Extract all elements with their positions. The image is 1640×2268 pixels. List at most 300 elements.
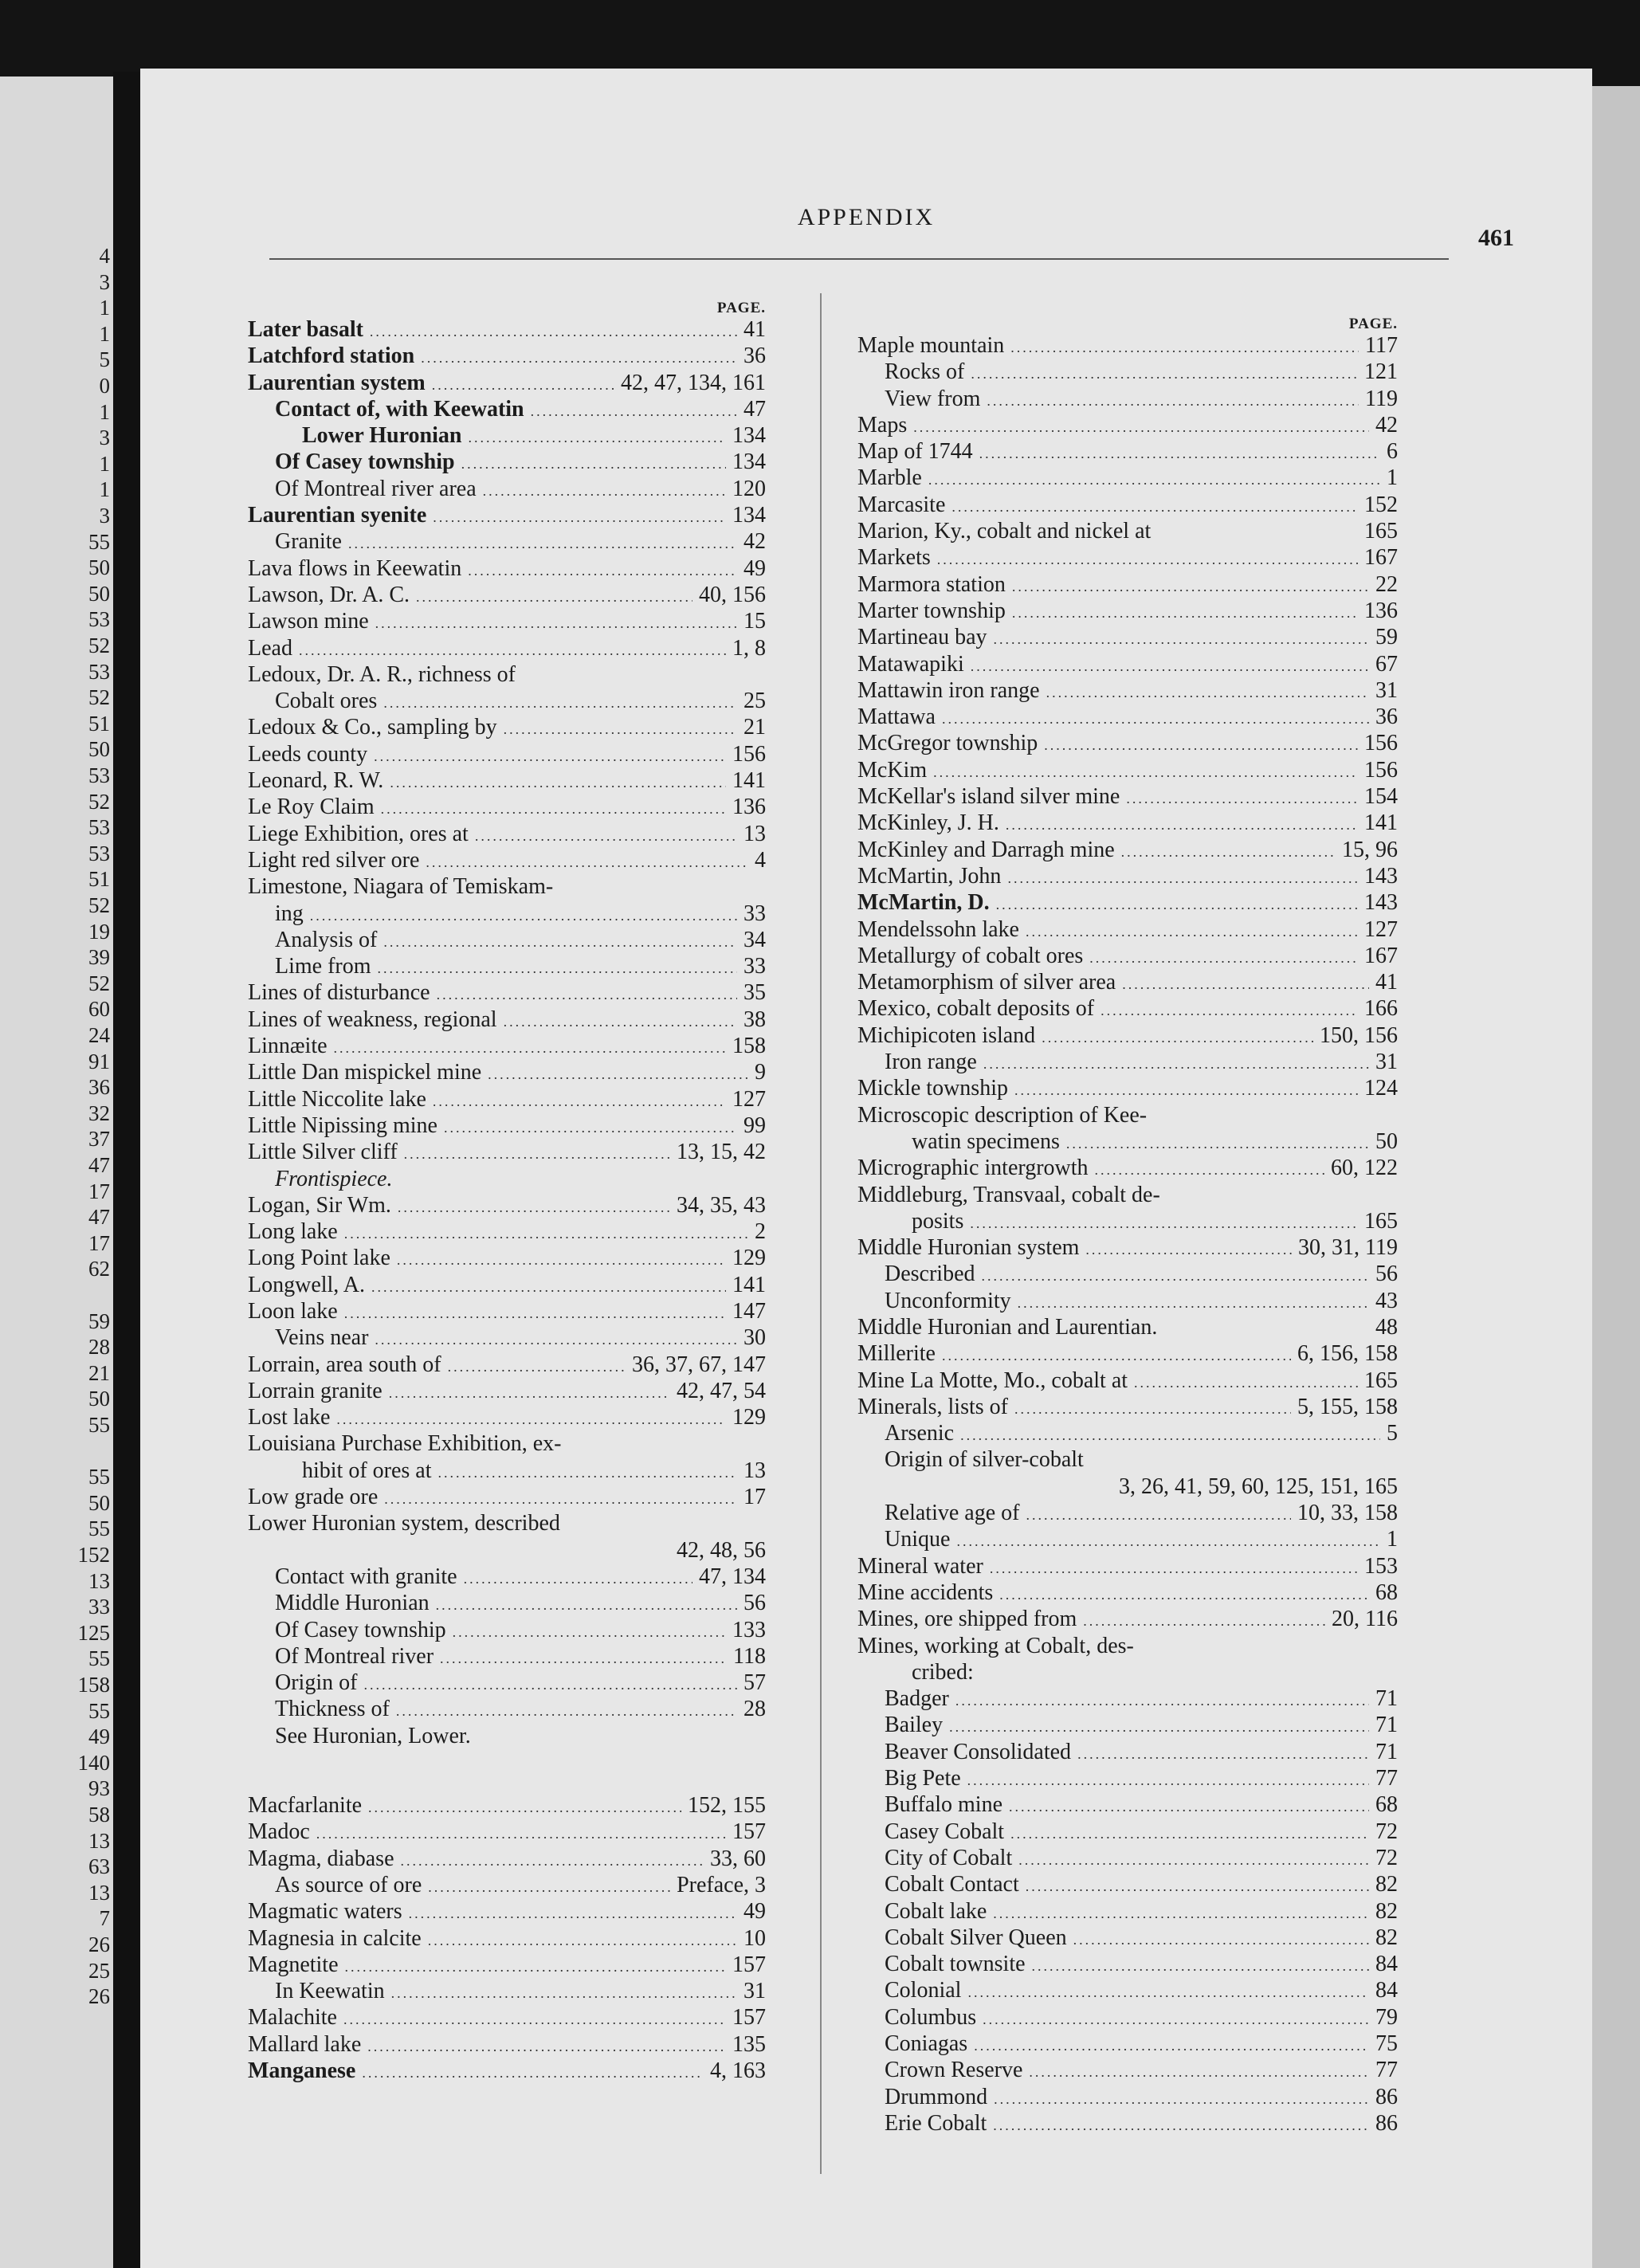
index-entry	[248, 1087, 766, 1113]
index-entry	[248, 1618, 766, 1644]
entry-pages: 167	[1364, 943, 1398, 968]
entry-pages: 42, 47, 54	[677, 1378, 766, 1403]
entry-term: Mattawa	[857, 704, 936, 730]
entry-term: Little Nipissing mine	[248, 1112, 437, 1138]
entry-term: Little Silver cliff	[248, 1140, 398, 1165]
entry-term: Cobalt lake	[885, 1898, 987, 1924]
entry-term: posits	[912, 1208, 964, 1234]
index-entry	[248, 874, 766, 901]
entry-pages: 28	[743, 1697, 766, 1722]
entry-term: watin specimens	[912, 1128, 1060, 1154]
leader-dots	[453, 1624, 726, 1641]
index-entry	[248, 1167, 766, 1193]
entry-term: Mallard lake	[248, 2031, 362, 2057]
entry-term: Middle Huronian	[275, 1591, 430, 1616]
entry-term: Mines, working at Cobalt, des-	[857, 1633, 1134, 1658]
index-entry	[248, 742, 766, 768]
previous-page-number-fragment: 55	[88, 1465, 110, 1489]
entry-term: Of Casey township	[275, 1617, 446, 1642]
index-entry	[857, 572, 1398, 598]
index-entry	[857, 810, 1398, 837]
entry-term: See Huronian, Lower.	[275, 1723, 471, 1748]
entry-term: Lower Huronian	[302, 423, 462, 449]
previous-page-number-fragment: 59	[88, 1309, 110, 1333]
entry-term: Middleburg, Transvaal, cobalt de-	[857, 1182, 1160, 1207]
index-entry	[248, 529, 766, 555]
index-entry	[248, 1193, 766, 1219]
leader-dots	[1042, 1030, 1313, 1046]
index-entry	[248, 449, 766, 476]
entry-pages: 17	[743, 1485, 766, 1510]
index-entry	[248, 1034, 766, 1060]
index-entry	[248, 1979, 766, 2005]
leader-dots	[1032, 1958, 1369, 1975]
entry-pages: 71	[1375, 1739, 1398, 1764]
previous-page-number-fragment: 53	[88, 841, 110, 865]
index-entry	[857, 758, 1398, 784]
entry-pages: 13, 15, 42	[677, 1140, 766, 1165]
entry-pages: 10, 33, 158	[1297, 1501, 1398, 1526]
previous-page-number-fragment: 51	[88, 867, 110, 892]
previous-page-number-fragment: 1	[99, 451, 110, 476]
index-entry	[857, 387, 1398, 413]
previous-page-number-fragment: 62	[88, 1257, 110, 1281]
leader-dots	[416, 589, 692, 606]
index-entry	[248, 848, 766, 874]
index-entry	[857, 1792, 1398, 1819]
leader-dots	[974, 2038, 1369, 2054]
entry-term: Liege Exhibition, ores at	[248, 821, 469, 846]
previous-page-number-fragment: 52	[88, 685, 110, 710]
previous-page-number-fragment: 1	[99, 399, 110, 424]
entry-term: Lines of disturbance	[248, 980, 430, 1006]
index-entry	[857, 1023, 1398, 1050]
index-entry	[857, 359, 1398, 386]
leader-dots	[421, 350, 737, 367]
index-entry	[857, 1076, 1398, 1102]
index-entry	[248, 2005, 766, 2031]
leader-dots	[983, 2011, 1369, 2028]
leader-dots	[1026, 924, 1358, 940]
entry-term: Magnetite	[248, 1952, 339, 1977]
previous-page-number-fragment: 24	[88, 1023, 110, 1047]
index-entry	[857, 492, 1398, 519]
index-entry	[248, 1458, 766, 1485]
index-entry	[248, 1325, 766, 1352]
entry-term: Laurentian syenite	[248, 503, 427, 528]
previous-page-number-fragment: 13	[88, 1828, 110, 1853]
entry-term: Relative age of	[885, 1501, 1020, 1526]
entry-pages: 84	[1375, 1978, 1398, 2003]
previous-page-number-fragment: 152	[77, 1543, 110, 1567]
entry-term: Marmora station	[857, 571, 1006, 597]
index-entry	[248, 1952, 766, 1979]
leader-dots	[468, 430, 726, 446]
entry-pages: 136	[732, 795, 766, 820]
entry-term: Ledoux & Co., sampling by	[248, 715, 497, 740]
leader-dots	[461, 456, 726, 473]
entry-pages: 35	[743, 980, 766, 1006]
index-entry	[857, 1315, 1398, 1341]
entry-term: Michipicoten island	[857, 1022, 1036, 1048]
entry-pages: 50	[1375, 1128, 1398, 1154]
index-entry	[857, 1952, 1398, 1978]
previous-page-number-fragment: 33	[88, 1595, 110, 1619]
entry-pages: 38	[743, 1006, 766, 1032]
index-entry	[857, 1686, 1398, 1713]
leader-dots	[942, 1348, 1291, 1364]
entry-term: Origin of	[275, 1670, 358, 1696]
entry-term: Columbus	[885, 2004, 977, 2030]
leader-dots	[1009, 1799, 1369, 1815]
index-entry	[248, 1485, 766, 1511]
entry-pages: 118	[733, 1643, 766, 1669]
entry-pages: 72	[1375, 1819, 1398, 1844]
index-entry	[857, 1580, 1398, 1607]
entry-term: Marble	[857, 465, 922, 491]
entry-term: Lorrain granite	[248, 1378, 383, 1403]
entry-term: Marion, Ky., cobalt and nickel at	[857, 519, 1152, 544]
index-entry	[248, 1899, 766, 1925]
entry-term: Unconformity	[885, 1288, 1011, 1313]
entry-term: Lead	[248, 635, 292, 661]
entry-term: Mendelssohn lake	[857, 916, 1019, 942]
entry-term: Cobalt Contact	[885, 1872, 1019, 1897]
leader-dots	[983, 1056, 1369, 1073]
index-entry	[857, 1740, 1398, 1766]
previous-page-number-fragment: 55	[88, 1413, 110, 1437]
index-entry	[857, 1050, 1398, 1076]
entry-term: Magnesia in calcite	[248, 1925, 422, 1951]
leader-dots	[942, 711, 1369, 728]
page-column-label: PAGE.	[1348, 316, 1398, 332]
index-entry	[248, 1670, 766, 1697]
leader-dots	[951, 499, 1358, 516]
index-entry	[248, 662, 766, 689]
previous-page-number-fragment: 55	[88, 1698, 110, 1723]
index-entry	[857, 1474, 1398, 1501]
entry-term: Maple mountain	[857, 333, 1005, 358]
leader-dots	[504, 1014, 737, 1030]
leader-dots	[336, 1411, 726, 1428]
section-gap	[248, 1750, 766, 1793]
previous-page-number-fragment: 28	[88, 1335, 110, 1360]
index-entry	[248, 1352, 766, 1379]
index-entry	[248, 1140, 766, 1166]
entry-term: Leonard, R. W.	[248, 768, 384, 794]
entry-term: Longwell, A.	[248, 1272, 365, 1297]
index-entry	[248, 636, 766, 662]
index-entry	[857, 1713, 1398, 1739]
leader-dots	[440, 1650, 727, 1667]
entry-term: Logan, Sir Wm.	[248, 1192, 391, 1218]
previous-page-number-fragment: 3	[99, 504, 110, 528]
entry-term: Contact with granite	[275, 1564, 457, 1589]
leader-dots	[1018, 1852, 1369, 1869]
entry-pages: 15, 96	[1342, 837, 1398, 862]
index-entry	[857, 333, 1398, 359]
entry-pages: 82	[1375, 1898, 1398, 1924]
leader-dots	[299, 642, 726, 659]
entry-term: Buffalo mine	[885, 1792, 1003, 1818]
index-entry	[248, 1846, 766, 1873]
index-entry	[857, 1978, 1398, 2004]
leader-dots	[1010, 1826, 1369, 1842]
index-entry	[248, 1273, 766, 1299]
leader-dots	[433, 1093, 726, 1110]
leader-dots	[1046, 685, 1369, 701]
entry-term: Thickness of	[275, 1697, 390, 1722]
book-page	[140, 69, 1592, 2268]
previous-page-number-fragment: 47	[88, 1205, 110, 1230]
entry-pages: 36	[1375, 704, 1398, 730]
entry-pages: 152	[1364, 492, 1398, 517]
entry-term: Minerals, lists of	[857, 1394, 1008, 1419]
previous-page-number-fragment: 63	[88, 1854, 110, 1879]
leader-dots	[370, 324, 737, 340]
entry-term: Mine La Motte, Mo., cobalt at	[857, 1367, 1128, 1393]
entry-pages: 167	[1364, 545, 1398, 571]
leader-dots	[348, 536, 737, 552]
index-entry	[857, 890, 1398, 916]
leader-dots	[438, 1465, 737, 1481]
index-entry	[857, 1447, 1398, 1473]
entry-term: Long lake	[248, 1219, 338, 1245]
previous-page-number-fragment: 51	[88, 711, 110, 736]
page-column-label: PAGE.	[716, 300, 766, 316]
index-entry	[248, 795, 766, 821]
leader-dots	[1012, 579, 1369, 595]
leader-dots	[1122, 976, 1369, 993]
entry-term: Rocks of	[885, 359, 965, 385]
entry-pages: 143	[1364, 890, 1398, 916]
index-entry	[248, 397, 766, 423]
previous-page-number-fragment: 55	[88, 1517, 110, 1541]
entry-term: Mickle township	[857, 1076, 1008, 1101]
previous-page-number-fragment: 26	[88, 1984, 110, 2009]
entry-term: Le Roy Claim	[248, 795, 375, 820]
index-entry	[857, 1607, 1398, 1633]
entry-pages: 84	[1375, 1952, 1398, 1977]
leader-dots	[367, 2038, 726, 2055]
entry-pages: 57	[743, 1670, 766, 1696]
index-entry	[248, 1405, 766, 1431]
index-entry	[248, 928, 766, 954]
entry-term: Magma, diabase	[248, 1846, 394, 1871]
index-entry	[857, 996, 1398, 1022]
entry-pages: 1, 8	[732, 635, 766, 661]
leader-dots	[1101, 1003, 1358, 1019]
entry-pages: 141	[732, 1272, 766, 1297]
index-entry	[857, 1925, 1398, 1952]
leader-dots	[1121, 844, 1336, 861]
entry-pages: 71	[1375, 1686, 1398, 1712]
page-number: 461	[1478, 225, 1514, 251]
previous-page-number-fragment: 25	[88, 1958, 110, 1983]
entry-pages: 150, 156	[1320, 1022, 1398, 1048]
previous-page-number-fragment: 158	[77, 1673, 110, 1697]
index-entry	[857, 784, 1398, 810]
index-entry	[857, 2085, 1398, 2111]
leader-dots	[971, 366, 1358, 383]
leader-dots	[368, 1799, 681, 1816]
entry-term: Drummond	[885, 2084, 988, 2109]
entry-pages: 43	[1375, 1288, 1398, 1313]
entry-term: Light red silver ore	[248, 847, 420, 873]
leader-dots	[374, 748, 726, 765]
index-entry	[857, 2005, 1398, 2031]
leader-dots	[381, 801, 726, 818]
previous-page-number-fragment: 39	[88, 945, 110, 970]
entry-term: Mexico, cobalt deposits of	[857, 996, 1095, 1022]
index-entry	[857, 1368, 1398, 1395]
entry-term: Bailey	[885, 1713, 944, 1738]
leader-dots	[391, 1985, 737, 2002]
entry-pages: 49	[743, 1899, 766, 1925]
entry-term: Big Pete	[885, 1766, 961, 1791]
leader-dots	[996, 897, 1358, 913]
leader-dots	[1026, 1878, 1369, 1895]
leader-dots	[396, 1703, 737, 1720]
previous-page-number-fragment: 1	[99, 321, 110, 346]
index-entry	[248, 343, 766, 370]
entry-term: Marter township	[857, 598, 1006, 623]
leader-dots	[1018, 1295, 1369, 1312]
leader-dots	[362, 2065, 704, 2082]
index-entry	[248, 1793, 766, 1819]
index-entry	[248, 689, 766, 715]
index-entry	[248, 954, 766, 980]
entry-term: Described	[885, 1262, 975, 1287]
entry-term: Malachite	[248, 2005, 337, 2031]
leader-dots	[933, 764, 1358, 781]
entry-pages: Preface, 3	[677, 1872, 766, 1897]
leader-dots	[531, 403, 737, 420]
entry-pages: 36, 37, 67, 147	[632, 1352, 766, 1377]
previous-page-number-fragment: 53	[88, 763, 110, 787]
leader-dots	[1010, 339, 1359, 356]
entry-pages: 6	[1387, 439, 1398, 465]
entry-pages: 49	[743, 555, 766, 581]
entry-pages: 33, 60	[710, 1846, 766, 1871]
entry-pages: 4	[755, 847, 766, 873]
previous-page-number-fragment: 17	[88, 1230, 110, 1255]
leader-dots	[375, 615, 737, 632]
index-column-left	[248, 300, 766, 2085]
index-entry	[857, 1341, 1398, 1367]
index-entry	[248, 423, 766, 449]
previous-page-number-fragment: 125	[77, 1620, 110, 1645]
leader-dots	[1083, 1613, 1325, 1630]
previous-page-number-fragment: 26	[88, 1933, 110, 1956]
leader-dots	[1006, 817, 1358, 834]
entry-term: Limestone, Niagara of Temiskam-	[248, 874, 554, 900]
index-entry	[248, 1724, 766, 1750]
entry-pages: 10	[743, 1925, 766, 1951]
leader-dots	[468, 563, 737, 579]
previous-page-number-fragment: 13	[88, 1880, 110, 1905]
entry-term: Lawson mine	[248, 609, 369, 634]
previous-page-number-fragment: 50	[88, 1490, 110, 1515]
previous-page-number-fragment: 50	[88, 1387, 110, 1411]
previous-page-number-fragment: 50	[88, 737, 110, 762]
entry-term: View from	[885, 386, 981, 411]
entry-pages: 119	[1365, 386, 1398, 411]
previous-page-number-fragment: 1	[99, 296, 110, 320]
entry-pages: 6, 156, 158	[1297, 1341, 1398, 1367]
entry-pages: 9	[755, 1060, 766, 1085]
entry-term: Manganese	[248, 2058, 356, 2083]
entry-pages: 77	[1375, 1766, 1398, 1791]
entry-term: Micrographic intergrowth	[857, 1156, 1089, 1181]
index-entry	[857, 1209, 1398, 1235]
entry-pages: 41	[1375, 970, 1398, 995]
previous-page-number-fragment: 58	[88, 1803, 110, 1827]
index-entry	[857, 652, 1398, 678]
index-entry	[248, 317, 766, 343]
entry-term: Contact of, with Keewatin	[275, 396, 524, 422]
entry-pages: 33	[743, 954, 766, 979]
entry-term: Crown Reserve	[885, 2058, 1023, 2083]
leader-dots	[994, 2091, 1369, 2108]
leader-dots	[334, 1040, 726, 1057]
entry-term: Latchford station	[248, 343, 415, 369]
entry-term: Lines of weakness, regional	[248, 1006, 497, 1032]
leader-dots	[409, 1905, 737, 1922]
index-entry	[248, 556, 766, 583]
entry-pages: 5, 155, 158	[1297, 1394, 1398, 1419]
leader-dots	[928, 472, 1380, 489]
entry-pages: 42	[1375, 412, 1398, 438]
entry-term: Leeds county	[248, 741, 368, 767]
entry-pages: 154	[1364, 784, 1398, 810]
entry-term: Lower Huronian system, described	[248, 1511, 560, 1536]
header-rule	[269, 258, 1449, 260]
index-entry	[857, 1289, 1398, 1315]
leader-dots	[1126, 791, 1358, 807]
entry-term: Badger	[885, 1686, 949, 1712]
index-column-right	[857, 316, 1398, 2137]
index-entry	[248, 1926, 766, 1952]
entry-pages: 79	[1375, 2004, 1398, 2030]
leader-dots	[384, 1491, 737, 1508]
entry-term: Analysis of	[275, 927, 378, 952]
entry-term: Frontispiece.	[275, 1166, 393, 1191]
entry-pages: 56	[743, 1591, 766, 1616]
leader-dots	[483, 483, 726, 500]
index-entry	[248, 980, 766, 1006]
leader-dots	[426, 854, 748, 871]
leader-dots	[1014, 1401, 1291, 1418]
entry-term: Little Dan mispickel mine	[248, 1060, 482, 1085]
entry-term: McKim	[857, 757, 928, 783]
entry-pages: 165	[1364, 519, 1398, 544]
entry-term: Mine accidents	[857, 1579, 994, 1605]
entry-pages: 165	[1364, 1208, 1398, 1234]
entry-pages: 1	[1387, 465, 1398, 491]
entry-term: Markets	[857, 545, 931, 571]
entry-term: Lawson, Dr. A. C.	[248, 582, 410, 607]
entry-term: Middle Huronian and Laurentian.	[857, 1314, 1158, 1340]
previous-page-number-fragment: 55	[88, 529, 110, 554]
previous-page-number-fragment: 55	[88, 1646, 110, 1671]
entry-term: In Keewatin	[275, 1979, 385, 2004]
index-entry	[857, 465, 1398, 492]
entry-term: Of Casey township	[275, 449, 455, 475]
entry-pages: 47	[743, 396, 766, 422]
entry-pages: 156	[1364, 731, 1398, 756]
entry-term: Later basalt	[248, 317, 363, 342]
